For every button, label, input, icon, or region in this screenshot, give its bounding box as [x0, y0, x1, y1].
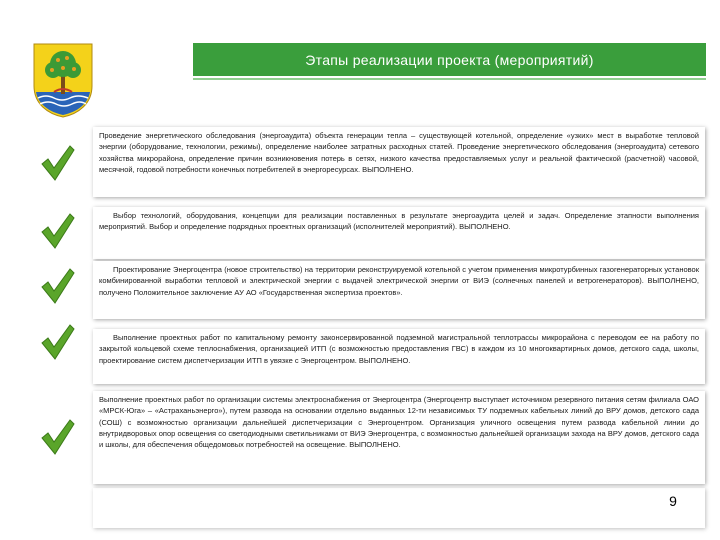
checkmark-icon — [40, 212, 76, 250]
checkmark-icon — [40, 323, 76, 361]
stage-item-text: Проектирование Энергоцентра (новое строительство) на территории реконструируемой котельной с учетом применения микротурбинных газогенераторных установок комбинированной выработки тепловой и электрической энергии с выдачей электрической энергии от ВИЭ (солнечных панелей и ветрогенераторов). ВЫПОЛНЕНО, получено Положительное заключение АУ АО «Государственная экспертиза проектов». — [99, 265, 699, 297]
title-underline — [193, 78, 706, 80]
stage-item-2 — [93, 207, 705, 259]
coat-of-arms-emblem — [32, 42, 94, 118]
checkmark-icon — [40, 267, 76, 305]
stage-item-text: Выполнение проектных работ по организации системы электроснабжения от Энергоцентра (Энергоцентр выступает источником резервного питания сетям филиала ОАО «МРСК-Юга» – «Астраханьэнерго»), путем развода на основании отдельно выданных 12-ти независимых ТУ подземных кабельных линий до ВРУ домов, детского сада (СОШ) с возможностью организации дальнейшей диспетчеризации с Энергоцентром. Организация уличного освещения путем развода кабельной линии до внутридворовых опор освещения со светодиодными светильниками от ВИЭ Энергоцентра, с возможностью дальнейшей организации захода на ВРУ домов, детского сада и школы, для обеспечения общедомовых потребностей на освещение. ВЫПОЛНЕНО. — [99, 395, 699, 450]
stage-item-4 — [93, 329, 705, 384]
checkmark-icon — [40, 418, 76, 456]
stage-item-text: Проведение энергетического обследования (энергоаудита) объекта генерации тепла – существующей котельной, определение «узких» мест в выработке тепловой энергии (оборудование, технологии, режимы), определение наиболее затратных расходных статей. Проведение энергетического обследования (энергоаудита) сетевого хозяйства микрорайона, определение причин возникновения потерь в сетях, низкого качества предоставляемых услуг и реальной фактической (расчетной) часовой, месячной, годовой потребности конечных потребителей в энергоресурсах. ВЫПОЛНЕНО. — [99, 131, 699, 174]
checkmark-icon — [40, 144, 76, 182]
stage-item-1 — [93, 127, 705, 197]
stage-item-3 — [93, 261, 705, 319]
slide-title: Этапы реализации проекта (мероприятий) — [193, 43, 706, 76]
stage-item-text: Выполнение проектных работ по капитальному ремонту законсервированной подземной магистральной теплотрассы микрорайона с переводом ее на работу по закрытой кольцевой схеме теплоснабжения, организацией ИТП (с возможностью предоставления ГВС) в каждом из 10 многоквартирных домов, детского сада, школы, проектирование систем диспетчеризации ИТП в увязке с Энергоцентром. ВЫПОЛНЕНО. — [99, 333, 699, 365]
stage-item-text: Выбор технологий, оборудования, концепции для реализации поставленных в результате энергоаудита целей и задач. Определение этапности выполнения мероприятий. Выбор и определение подрядных проектных организаций (исполнителей мероприятий). ВЫПОЛНЕНО. — [99, 211, 699, 232]
page-number: 9 — [669, 493, 677, 509]
stage-item-5 — [93, 391, 705, 484]
footer-frame — [93, 488, 705, 528]
